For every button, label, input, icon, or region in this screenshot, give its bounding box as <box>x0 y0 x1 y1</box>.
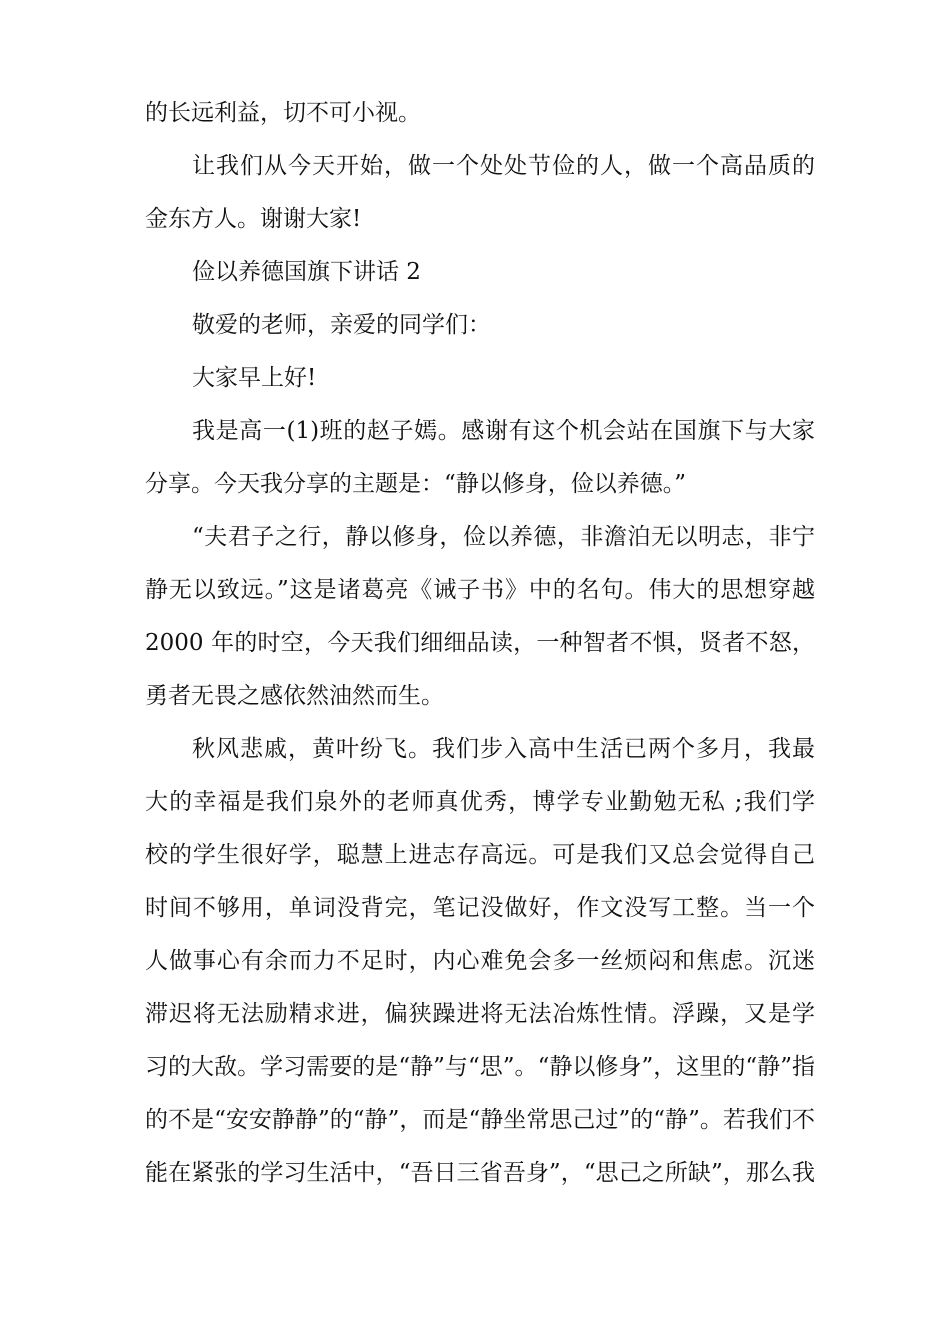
text-line: 2000 年的时空，今天我们细细品读，一种智者不惧，贤者不怒， <box>145 630 815 656</box>
text-line: 勇者无畏之感依然油然而生。 <box>145 683 444 709</box>
text-line: 金东方人。谢谢大家! <box>145 206 362 232</box>
salutation: 敬爱的老师，亲爱的同学们： <box>192 312 491 338</box>
text-line: 分享。今天我分享的主题是：“静以修身，俭以养德。” <box>145 471 687 497</box>
section-heading: 俭以养德国旗下讲话 2 <box>192 259 421 285</box>
text-line: 时间不够用，单词没背完，笔记没做好，作文没写工整。当一个 <box>145 895 815 921</box>
text-line: 秋风悲戚，黄叶纷飞。我们步入高中生活已两个多月，我最 <box>192 736 815 762</box>
document-body <box>145 87 815 1200</box>
text-line: 校的学生很好学，聪慧上进志存高远。可是我们又总会觉得自己 <box>145 842 815 868</box>
text-line: 人做事心有余而力不足时，内心难免会多一丝烦闷和焦虑。沉迷 <box>145 948 815 974</box>
text-line: “夫君子之行，静以修身，俭以养德，非澹泊无以明志，非宁 <box>192 524 815 550</box>
text-line: 能在紧张的学习生活中，“吾日三省吾身”，“思己之所缺”，那么我 <box>145 1160 815 1186</box>
text-line: 我是高一(1)班的赵子嫣。感谢有这个机会站在国旗下与大家 <box>192 418 815 444</box>
text-line: 让我们从今天开始，做一个处处节俭的人，做一个高品质的 <box>192 153 815 179</box>
text-line: 习的大敌。学习需要的是“静”与“思”。“静以修身”，这里的“静”指 <box>145 1054 815 1080</box>
text-line: 静无以致远。”这是诸葛亮《诫子书》中的名句。伟大的思想穿越 <box>145 577 815 603</box>
greeting: 大家早上好! <box>192 365 317 391</box>
text-line: 滞迟将无法励精求进，偏狭躁进将无法冶炼性情。浮躁，又是学 <box>145 1001 815 1027</box>
text-line: 的长远利益，切不可小视。 <box>145 100 421 126</box>
text-line: 的不是“安安静静”的“静”，而是“静坐常思己过”的“静”。若我们不 <box>145 1107 815 1133</box>
text-line: 大的幸福是我们泉外的老师真优秀，博学专业勤勉无私 ;我们学 <box>145 789 815 815</box>
